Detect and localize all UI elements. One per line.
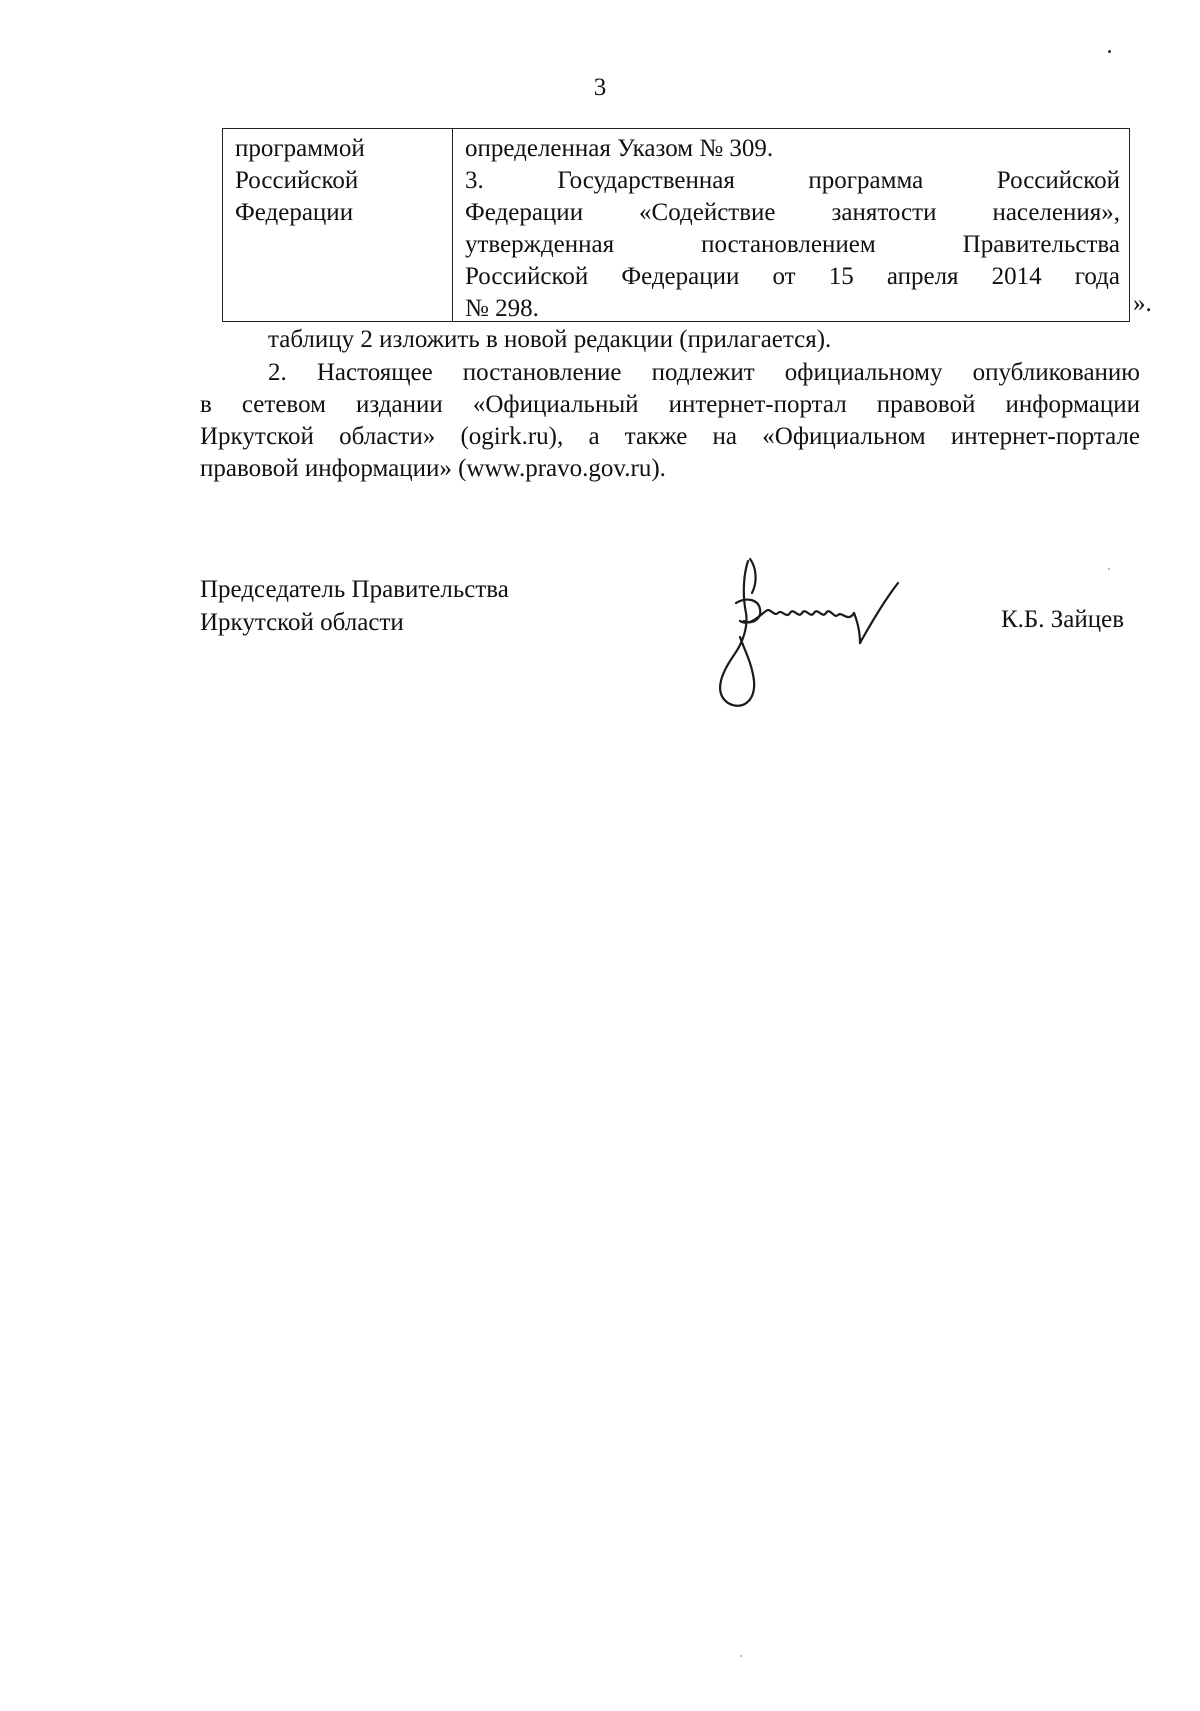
table-left-line: программой (235, 135, 365, 162)
paragraph-line: правовой информации» (www.pravo.gov.ru). (200, 455, 666, 482)
table-right-line: 3. Государственная программа Российской (465, 167, 1120, 194)
scan-speck (1108, 568, 1110, 570)
table-cell-left (223, 129, 453, 321)
closing-quote-mark: ». (1133, 290, 1152, 317)
paragraph-publication (200, 357, 1140, 485)
paragraph-line: Иркутской области» (ogirk.ru), а также на «Официальном интернет-портале (200, 423, 1140, 450)
document-table (222, 128, 1130, 322)
signer-title (200, 573, 509, 639)
scan-speck (740, 1655, 742, 1657)
signer-name: К.Б. Зайцев (1001, 606, 1125, 633)
paragraph-line: в сетевом издании «Официальный интернет-портал правовой информации (200, 391, 1140, 418)
table-right-line: № 298. (465, 295, 539, 322)
table-left-line: Федерации (235, 199, 354, 226)
stray-dot (1108, 50, 1111, 53)
table-cell-right (453, 129, 1129, 321)
table-right-line: Российской Федерации от 15 апреля 2014 года (465, 263, 1120, 290)
signer-title-line: Председатель Правительства (200, 576, 509, 603)
table-right-line: определенная Указом № 309. (465, 135, 774, 162)
table-left-line: Российской (235, 167, 359, 194)
table-right-line: Федерации «Содействие занятости населения», (465, 199, 1120, 226)
table-right-line: утвержденная постановлением Правительства (465, 231, 1120, 258)
handwritten-signature (700, 553, 950, 713)
signer-title-line: Иркутской области (200, 609, 404, 636)
page-number: 3 (593, 74, 607, 101)
paragraph-table-2: таблицу 2 изложить в новой редакции (прилагается). (268, 326, 832, 353)
paragraph-line: 2. Настоящее постановление подлежит официальному опубликованию (268, 359, 1140, 386)
